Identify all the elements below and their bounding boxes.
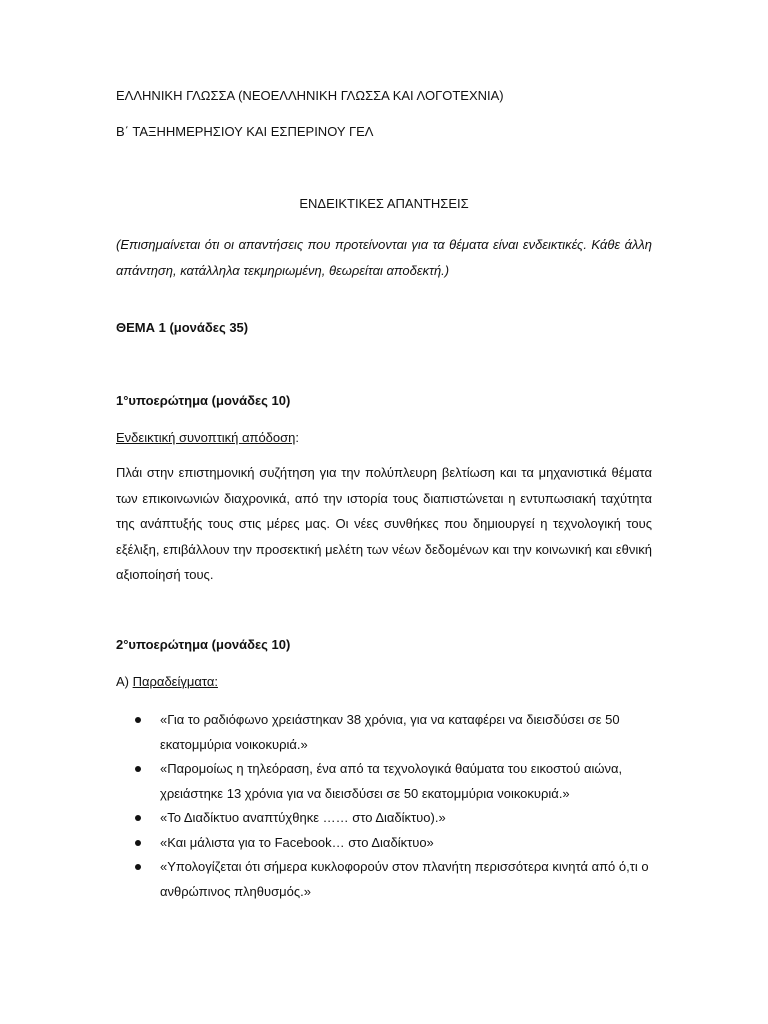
sub1-label-colon: : bbox=[295, 430, 300, 445]
part-a-line bbox=[116, 674, 218, 689]
part-a-label: Παραδείγματα: bbox=[132, 674, 218, 689]
list-item-text: «Το Διαδίκτυο αναπτύχθηκε …… στο Διαδίκτυο).» bbox=[160, 810, 446, 825]
bullet-icon bbox=[135, 864, 141, 870]
list-item bbox=[116, 708, 656, 757]
examples-list bbox=[116, 708, 656, 904]
list-item-text: «Για το ραδιόφωνο χρειάστηκαν 38 χρόνια, για να καταφέρει να διεισδύσει σε 50 εκατομμύρια νοικοκυριά.» bbox=[160, 712, 620, 752]
title-line-1: ΕΛΛΗΝΙΚΗ ΓΛΩΣΣΑ (ΝΕΟΕΛΛΗΝΙΚΗ ΓΛΩΣΣΑ ΚΑΙ ΛΟΓΟΤΕΧΝΙΑ) bbox=[116, 88, 504, 103]
section-title: ΕΝΔΕΙΚΤΙΚΕΣ ΑΠΑΝΤΗΣΕΙΣ bbox=[299, 196, 469, 211]
sub1-label: Ενδεικτική συνοπτική απόδοση bbox=[116, 430, 296, 445]
note-paragraph: (Επισημαίνεται ότι οι απαντήσεις που προτείνονται για τα θέματα είναι ενδεικτικές. Κάθε άλλη απάντηση, κατάλληλα τεκμηριωμένη, θεωρείται αποδεκτή.) bbox=[116, 237, 652, 278]
list-item bbox=[116, 757, 656, 806]
title-line-2: Β΄ ΤΑΞΗΗΜΕΡΗΣΙΟΥ ΚΑΙ ΕΣΠΕΡΙΝΟΥ ΓΕΛ bbox=[116, 124, 374, 139]
theme1-heading: ΘΕΜΑ 1 (μονάδες 35) bbox=[116, 320, 249, 335]
bullet-icon bbox=[135, 815, 141, 821]
sub1-heading: 1°υποερώτημα (μονάδες 10) bbox=[116, 393, 291, 408]
sub1-body: Πλάι στην επιστημονική συζήτηση για την πολύπλευρη βελτίωση και τα μηχανιστικά θέματα των επικοινωνιών διαχρονικά, από την ιστορία τους διαπιστώνεται η εντυπωσιακή ταχύτητα της ανάπτυξής τους στις μέρες μας. Οι νέες συνθήκες που δημιουργεί η τεχνολογική τους εξέλιξη, επιβάλλουν την προσεκτική μελέτη των νέων δεδομένων και την κοινωνική και εθνική αξιοποίησή τους. bbox=[116, 465, 652, 582]
list-item-text: «Παρομοίως η τηλεόραση, ένα από τα τεχνολογικά θαύματα του εικοστού αιώνα, χρειάστηκε 13 χρόνια για να διεισδύσει σε 50 εκατομμύρια νοικοκυριά.» bbox=[160, 761, 623, 801]
list-item bbox=[116, 831, 656, 856]
bullet-icon bbox=[135, 766, 141, 772]
list-item-text: «Υπολογίζεται ότι σήμερα κυκλοφορούν στον πλανήτη περισσότερα κινητά από ό,τι ο ανθρώπινος πληθυσμός.» bbox=[160, 859, 649, 899]
sub1-label-line bbox=[116, 430, 299, 445]
list-item bbox=[116, 806, 656, 831]
bullet-icon bbox=[135, 717, 141, 723]
list-item-text: «Και μάλιστα για το Facebook… στο Διαδίκτυο» bbox=[160, 834, 434, 850]
bullet-icon bbox=[135, 840, 141, 846]
sub2-heading: 2°υποερώτημα (μονάδες 10) bbox=[116, 637, 291, 652]
list-item bbox=[116, 855, 656, 904]
part-a-prefix: Α) bbox=[116, 674, 133, 689]
